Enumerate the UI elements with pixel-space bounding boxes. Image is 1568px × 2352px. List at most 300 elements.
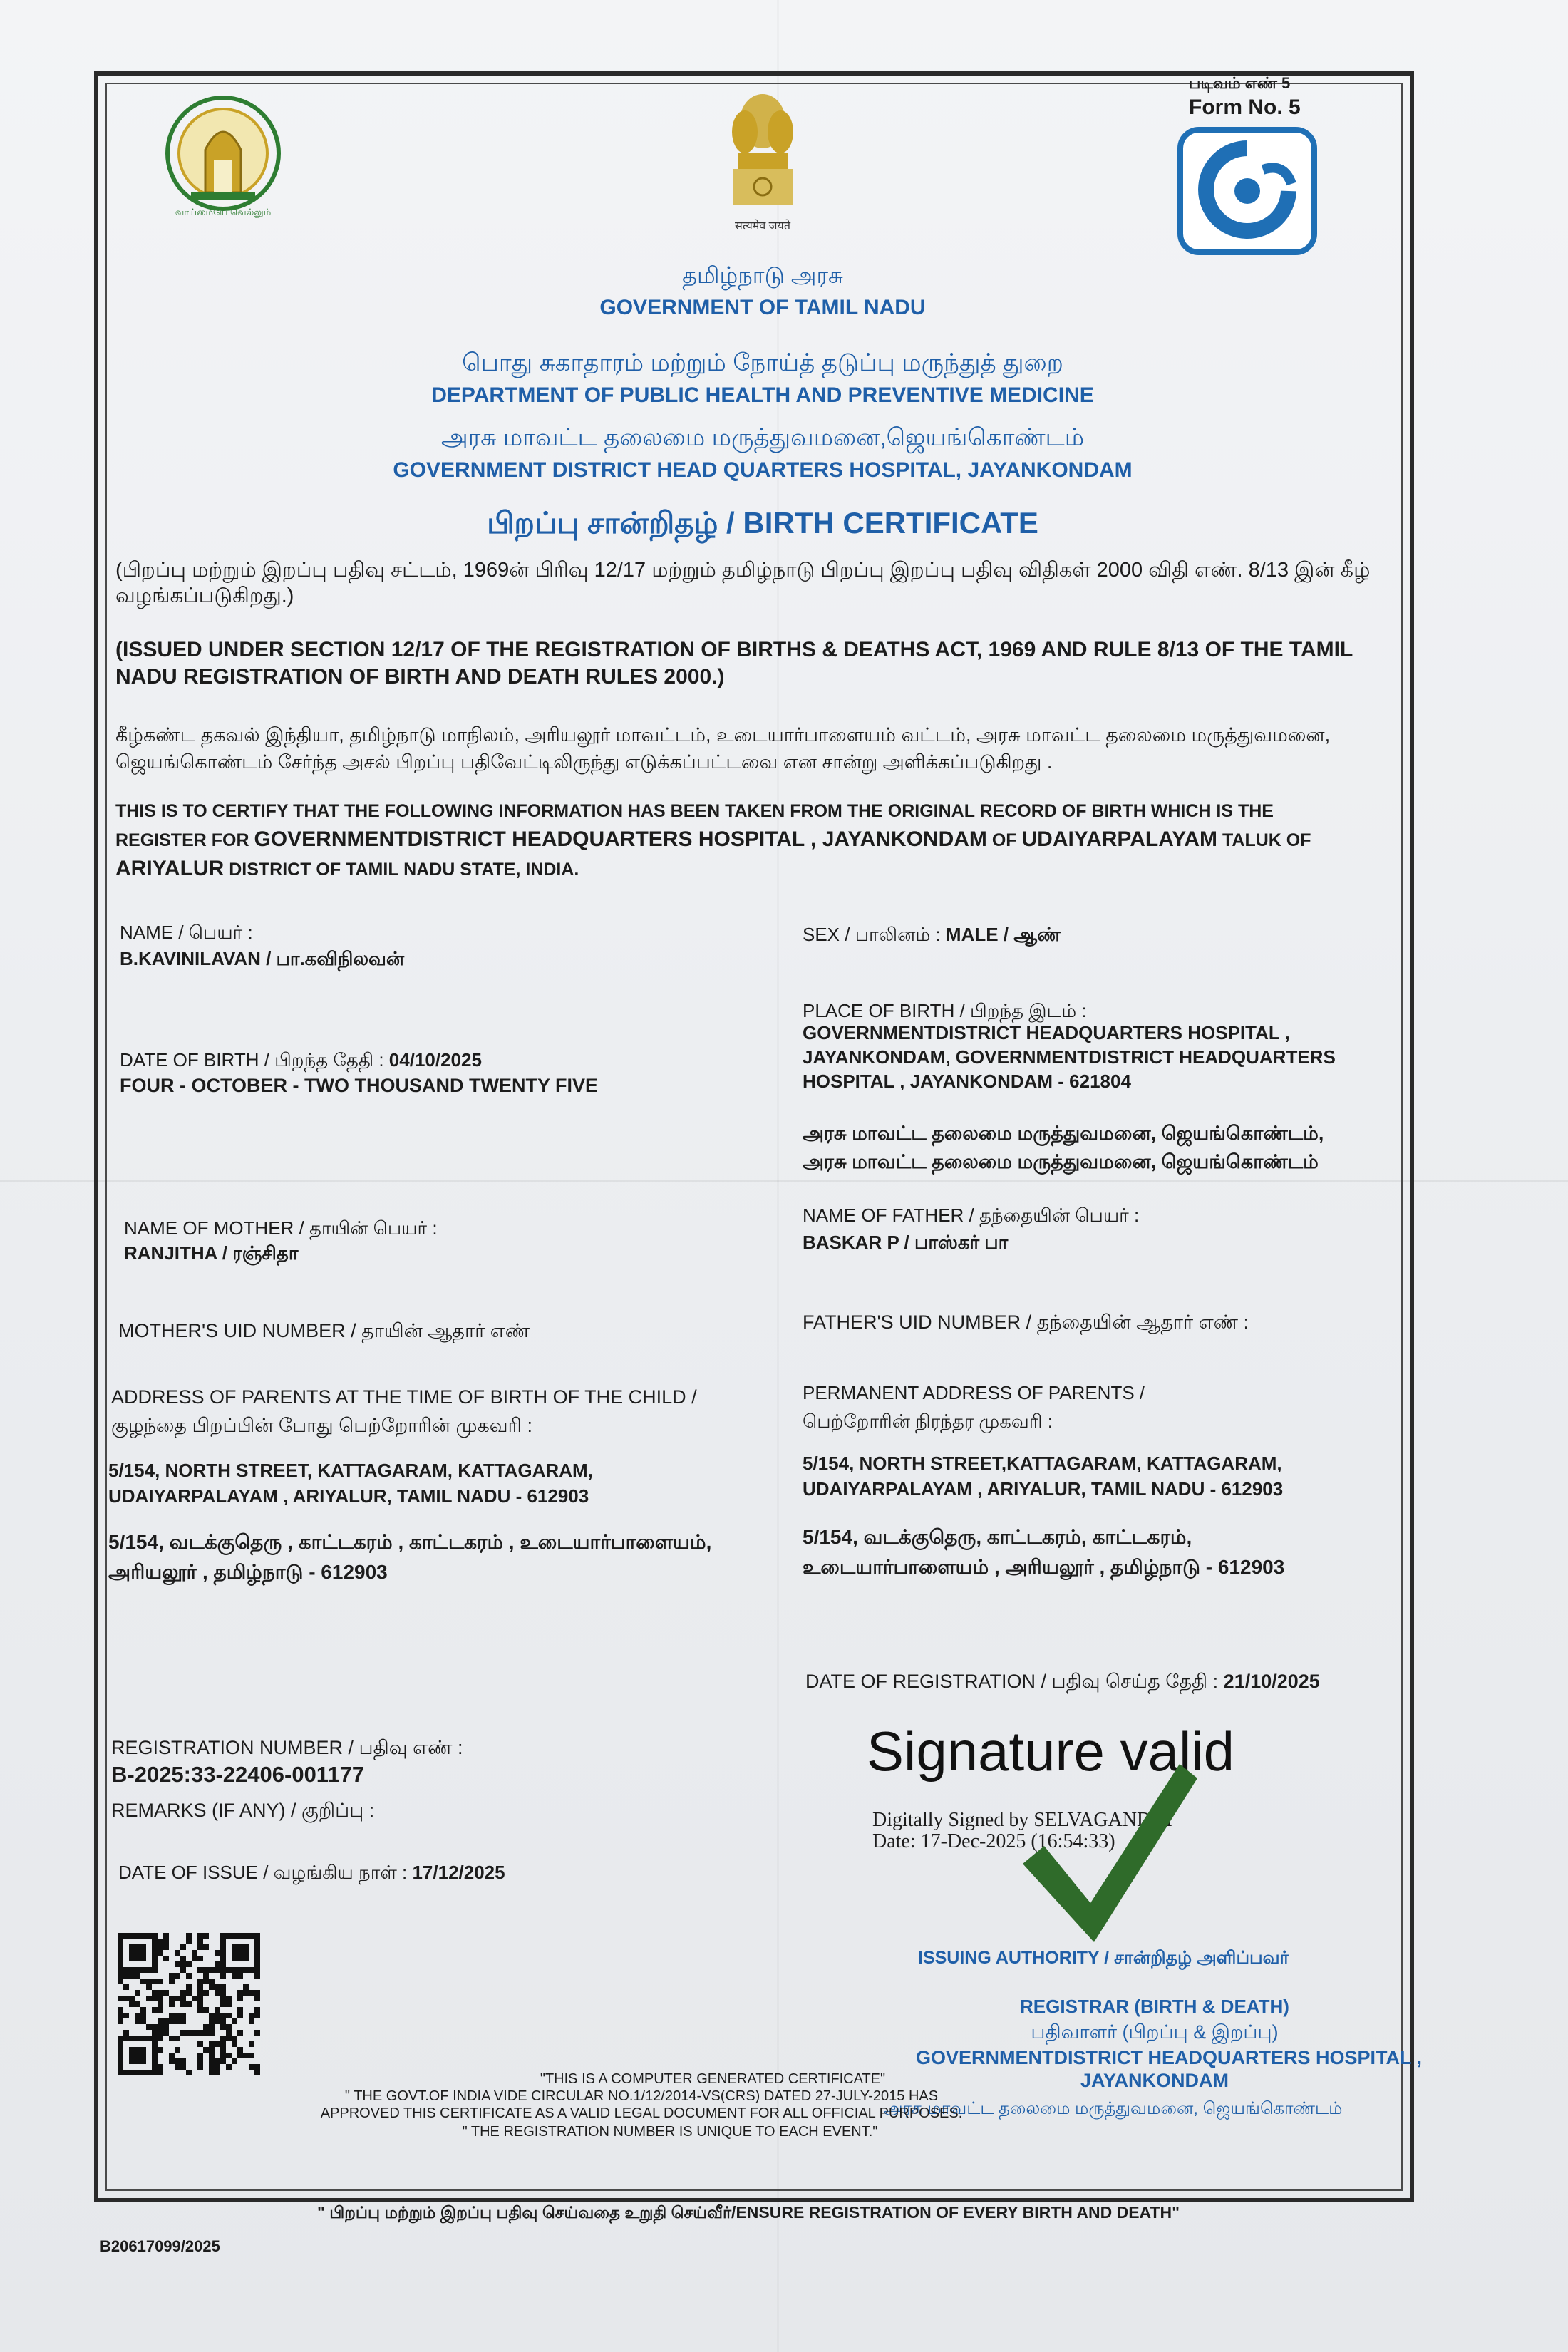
qr-module [192,1956,197,1961]
qr-module [226,2030,232,2036]
qr-module [152,1979,158,1984]
qr-module [232,2058,237,2064]
qr-module [146,2036,152,2041]
valid-checkmark-icon [1016,1757,1201,1949]
qr-module [243,1973,249,1979]
qr-module [169,2007,175,2013]
qr-module [226,2024,232,2030]
qr-module [243,1979,249,1984]
qr-module [140,1990,146,1996]
qr-module [118,2030,123,2036]
qr-module [203,2064,209,2070]
qr-module [118,1939,123,1944]
qr-module [186,1973,192,1979]
qr-module [118,2001,123,2007]
qr-module [243,2030,249,2036]
qr-module [215,2041,220,2047]
qr-module [180,1939,186,1944]
qr-module [186,2007,192,2013]
qr-module [192,1973,197,1979]
qr-module [249,1944,254,1950]
qr-module [186,1944,192,1950]
qr-module [203,2018,209,2024]
qr-module [123,1979,129,1984]
qr-module [135,2070,140,2075]
qr-module [197,1944,203,1950]
qr-module [175,2024,180,2030]
qr-module [220,2041,226,2047]
birth-address-label [111,1383,697,1440]
qr-module [123,1956,129,1961]
qr-module [163,1961,169,1967]
qr-module [220,1967,226,1973]
ashoka-emblem-icon [720,86,805,221]
qr-module [118,1944,123,1950]
qr-module [146,1944,152,1950]
qr-module [146,1984,152,1990]
qr-module [186,2024,192,2030]
qr-module [152,1944,158,1950]
qr-module [237,1996,243,2001]
certification-district: ARIYALUR [115,857,225,880]
qr-module [158,1961,163,1967]
qr-module [135,2041,140,2047]
place-of-birth-tamil [803,1119,1324,1176]
qr-module [254,2007,260,2013]
qr-module [232,1984,237,1990]
qr-module [129,2013,135,2018]
qr-module [129,1996,135,2001]
qr-module [186,2053,192,2058]
qr-module [226,2053,232,2058]
birth-address-tamil [108,1527,711,1587]
qr-module [237,2041,243,2047]
qr-module [192,2018,197,2024]
qr-module [232,1933,237,1939]
qr-module [197,2058,203,2064]
qr-module [249,2058,254,2064]
qr-module [158,2064,163,2070]
qr-module [220,2070,226,2075]
registration-number-label: REGISTRATION NUMBER / பதிவு எண் : [111,1737,463,1758]
birth-address-label-line-1: ADDRESS OF PARENTS AT THE TIME OF BIRTH OF THE CHILD / [111,1386,697,1408]
qr-module [192,2013,197,2018]
sex-label: SEX / பாலினம் : [803,924,946,945]
qr-module [215,1990,220,1996]
qr-module [146,1990,152,1996]
certification-prefix: REGISTER FOR [115,830,254,850]
place-of-birth-tamil-line-2: அரசு மாவட்ட தலைமை மருத்துவமனை, ஜெயங்கொண்டம் [803,1151,1319,1172]
qr-module [254,1979,260,1984]
qr-module [129,2041,135,2047]
qr-module [220,1944,226,1950]
qr-module [118,2070,123,2075]
qr-module [123,1950,129,1956]
qr-module [186,1950,192,1956]
qr-module [123,2058,129,2064]
qr-module [123,2013,129,2018]
qr-module [192,1996,197,2001]
qr-module [186,2018,192,2024]
permanent-address-value [803,1450,1283,1502]
qr-module [158,1939,163,1944]
qr-module [192,2024,197,2030]
qr-module [249,1990,254,1996]
permanent-address-line-2: UDAIYARPALAYAM , ARIYALUR, TAMIL NADU - 612903 [803,1478,1284,1500]
qr-module [140,1979,146,1984]
qr-module [180,2070,186,2075]
registrar-title: REGISTRAR (BIRTH & DEATH) [1020,1996,1289,2017]
qr-module [169,1939,175,1944]
qr-module [226,1961,232,1967]
qr-module [232,2013,237,2018]
qr-module [237,1967,243,1973]
qr-module [123,1984,129,1990]
qr-module [203,1984,209,1990]
name-label: NAME / பெயர் : [120,922,253,943]
qr-module [215,1996,220,2001]
qr-module [140,1984,146,1990]
signed-by: Digitally Signed by SELVAGANDHI [872,1809,1172,1831]
qr-module [249,1961,254,1967]
qr-module [220,1939,226,1944]
qr-module [180,2001,186,2007]
qr-module [175,2053,180,2058]
qr-module [169,2013,175,2018]
qr-module [175,2041,180,2047]
qr-module [146,1950,152,1956]
qr-module [220,2013,226,2018]
qr-module [180,1961,186,1967]
qr-module [129,1956,135,1961]
authority-hospital: GOVERNMENTDISTRICT HEADQUARTERS HOSPITAL , [915,2047,1423,2068]
qr-module [140,2064,146,2070]
qr-module [146,1973,152,1979]
qr-module [158,1973,163,1979]
qr-module [180,2053,186,2058]
qr-module [169,2024,175,2030]
qr-module [232,1990,237,1996]
qr-module [146,2024,152,2030]
qr-module [209,2018,215,2024]
issue-date-value: 17/12/2025 [412,1862,505,1883]
qr-module [135,1944,140,1950]
qr-module [123,2036,129,2041]
serial-number: B20617099/2025 [100,2237,220,2255]
qr-module [192,2058,197,2064]
qr-module [215,2024,220,2030]
qr-module [249,2047,254,2053]
qr-module [163,2018,169,2024]
qr-module [203,1996,209,2001]
qr-module [232,2024,237,2030]
circular-note-line-2: APPROVED THIS CERTIFICATE AS A VALID LEGAL DOCUMENT FOR ALL OFFICIAL PURPOSES. [320,2105,963,2121]
mother-name-value: RANJITHA / ரஞ்சிதா [124,1242,299,1264]
qr-module [232,2047,237,2053]
qr-module [140,1956,146,1961]
permanent-address-tamil [803,1522,1284,1582]
registration-date-label: DATE OF REGISTRATION / பதிவு செய்த தேதி : [805,1671,1224,1692]
qr-module [249,2064,254,2070]
qr-module [140,2070,146,2075]
qr-module [152,2058,158,2064]
qr-module [140,2018,146,2024]
qr-module [243,1961,249,1967]
qr-module [158,2047,163,2053]
qr-module [175,1996,180,2001]
qr-module [215,1961,220,1967]
qr-module [197,1996,203,2001]
qr-module [254,2018,260,2024]
qr-module [118,1967,123,1973]
qr-module [197,1961,203,1967]
qr-module [169,1990,175,1996]
qr-module [140,2047,146,2053]
qr-module [226,1979,232,1984]
qr-module [186,2001,192,2007]
qr-module [254,1944,260,1950]
qr-module [203,1933,209,1939]
qr-module [146,2058,152,2064]
qr-module [158,1990,163,1996]
qr-module [192,1939,197,1944]
qr-module [163,1939,169,1944]
qr-module [175,2047,180,2053]
qr-module [232,1956,237,1961]
qr-module [209,1950,215,1956]
qr-module [249,1967,254,1973]
qr-module [175,1933,180,1939]
qr-module [192,1944,197,1950]
qr-module [220,1956,226,1961]
qr-module [158,2070,163,2075]
qr-module [135,1956,140,1961]
qr-module [158,2024,163,2030]
qr-module [163,1973,169,1979]
qr-module [192,1984,197,1990]
qr-module [129,2030,135,2036]
qr-module [146,2047,152,2053]
qr-module [243,1933,249,1939]
qr-module [220,2053,226,2058]
qr-module [226,2058,232,2064]
qr-module [118,1950,123,1956]
authority-hospital-city: JAYANKONDAM [1080,2070,1229,2091]
qr-module [197,2018,203,2024]
certification-line-1: THIS IS TO CERTIFY THAT THE FOLLOWING INFORMATION HAS BEEN TAKEN FROM THE ORIGINAL RECORD OF BIRTH WHICH IS THE [115,801,1274,821]
qr-module [146,1961,152,1967]
qr-module [123,2070,129,2075]
qr-module [220,2030,226,2036]
qr-module [192,2070,197,2075]
qr-module [254,1996,260,2001]
qr-module [226,2064,232,2070]
qr-module [232,1973,237,1979]
qr-module [197,1967,203,1973]
qr-module [146,2001,152,2007]
qr-module [152,1933,158,1939]
qr-module [129,2018,135,2024]
qr-module [135,1939,140,1944]
certification-of: OF [986,830,1022,850]
qr-module [232,2001,237,2007]
qr-module [243,2053,249,2058]
qr-module [203,2058,209,2064]
qr-module [254,2001,260,2007]
qr-module [186,1967,192,1973]
qr-module [118,2064,123,2070]
qr-module [243,1967,249,1973]
qr-module [232,1967,237,1973]
qr-module [123,2024,129,2030]
qr-module [215,1939,220,1944]
qr-module [209,2036,215,2041]
qr-module [232,2053,237,2058]
qr-module [146,2018,152,2024]
qr-module [203,1979,209,1984]
registration-number-value: B-2025:33-22406-001177 [111,1762,365,1787]
qr-module [175,2036,180,2041]
certification-hospital: GOVERNMENTDISTRICT HEADQUARTERS HOSPITAL , JAYANKONDAM [254,827,987,851]
qr-module [169,1950,175,1956]
qr-module [215,2047,220,2053]
qr-module [215,2030,220,2036]
qr-module [254,2064,260,2070]
qr-module [186,2036,192,2041]
qr-module [249,2018,254,2024]
qr-module [215,2070,220,2075]
qr-module [175,1984,180,1990]
qr-module [175,2007,180,2013]
qr-module [197,1979,203,1984]
qr-module [192,2047,197,2053]
qr-module [209,2070,215,2075]
qr-module [237,2053,243,2058]
qr-module [123,2018,129,2024]
qr-module [226,1996,232,2001]
qr-module [237,2007,243,2013]
qr-module [232,2070,237,2075]
department-name: DEPARTMENT OF PUBLIC HEALTH AND PREVENTIVE MEDICINE [431,383,1094,407]
qr-module [243,2070,249,2075]
qr-module [135,2058,140,2064]
registration-date-value: 21/10/2025 [1223,1671,1320,1692]
qr-module [163,1967,169,1973]
qr-module [237,1979,243,1984]
qr-module [129,2001,135,2007]
qr-module [135,2036,140,2041]
qr-module [135,1984,140,1990]
qr-module [209,2053,215,2058]
qr-module [163,2030,169,2036]
qr-module [254,2070,260,2075]
qr-module [254,2058,260,2064]
qr-module [209,1967,215,1973]
qr-module [243,2047,249,2053]
qr-module [215,2036,220,2041]
qr-module [135,2064,140,2070]
tamil-nadu-seal-icon [163,93,284,221]
qr-module [152,1961,158,1967]
qr-module [220,2001,226,2007]
qr-module [158,2041,163,2047]
qr-module [209,1979,215,1984]
qr-module [254,2024,260,2030]
qr-module [129,2036,135,2041]
qr-module [158,2053,163,2058]
permanent-address-tamil-line-1: 5/154, வடக்குதெரு, காட்டகரம், காட்டகரம், [803,1526,1192,1548]
qr-module [203,1967,209,1973]
qr-module [158,1933,163,1939]
qr-module [186,1990,192,1996]
qr-module [243,2036,249,2041]
qr-module [232,1979,237,1984]
qr-module [220,2024,226,2030]
qr-module [209,1973,215,1979]
qr-module [226,2047,232,2053]
qr-module [209,2064,215,2070]
qr-module [180,1933,186,1939]
signature-status: Signature valid [867,1720,1234,1783]
qr-module [118,2047,123,2053]
qr-module [243,2024,249,2030]
government-name: GOVERNMENT OF TAMIL NADU [599,296,926,319]
qr-module [135,1990,140,1996]
qr-module [192,1961,197,1967]
qr-module [197,1990,203,1996]
qr-module [186,1939,192,1944]
qr-module [140,1996,146,2001]
qr-module [169,2018,175,2024]
mother-name-label: NAME OF MOTHER / தாயின் பெயர் : [124,1217,438,1239]
qr-module [158,2013,163,2018]
qr-module [152,2018,158,2024]
qr-module [203,1990,209,1996]
qr-module [118,1990,123,1996]
authority-hospital-tamil: அரசு மாவட்ட தலைமை மருத்துவமனை, ஜெயங்கொண்டம் [884,2099,1343,2118]
qr-module [203,2024,209,2030]
qr-module [175,2030,180,2036]
qr-module [237,1944,243,1950]
qr-module [215,1984,220,1990]
qr-module [192,2007,197,2013]
qr-module [152,1973,158,1979]
qr-module [249,2036,254,2041]
qr-module [220,2047,226,2053]
qr-module [254,1984,260,1990]
birth-address-label-line-2: குழந்தை பிறப்பின் போது பெற்றோரின் முகவரி : [111,1415,532,1436]
permanent-address-label [803,1378,1145,1435]
rule-text-tamil: (பிறப்பு மற்றும் இறப்பு பதிவு சட்டம், 1969ன் பிரிவு 12/17 மற்றும் தமிழ்நாடு பிறப்பு இறப்பு பதிவு விதிகள் 2000 விதி எண். 8/13 இன் கீழ் வழங்கப்படுகிறது.) [115,559,1371,607]
qr-module [129,2053,135,2058]
qr-module [175,1939,180,1944]
qr-module [163,2013,169,2018]
qr-module [237,1939,243,1944]
qr-module [254,2030,260,2036]
qr-module [140,1967,146,1973]
unique-registration-note: " THE REGISTRATION NUMBER IS UNIQUE TO EACH EVENT." [462,2124,878,2140]
qr-module [192,2001,197,2007]
qr-module [254,1939,260,1944]
qr-module [140,2030,146,2036]
qr-module [175,2070,180,2075]
qr-module [135,1996,140,2001]
qr-module [175,1944,180,1950]
qr-module [232,2064,237,2070]
qr-module [152,1996,158,2001]
qr-module [146,2064,152,2070]
qr-module [249,2070,254,2075]
